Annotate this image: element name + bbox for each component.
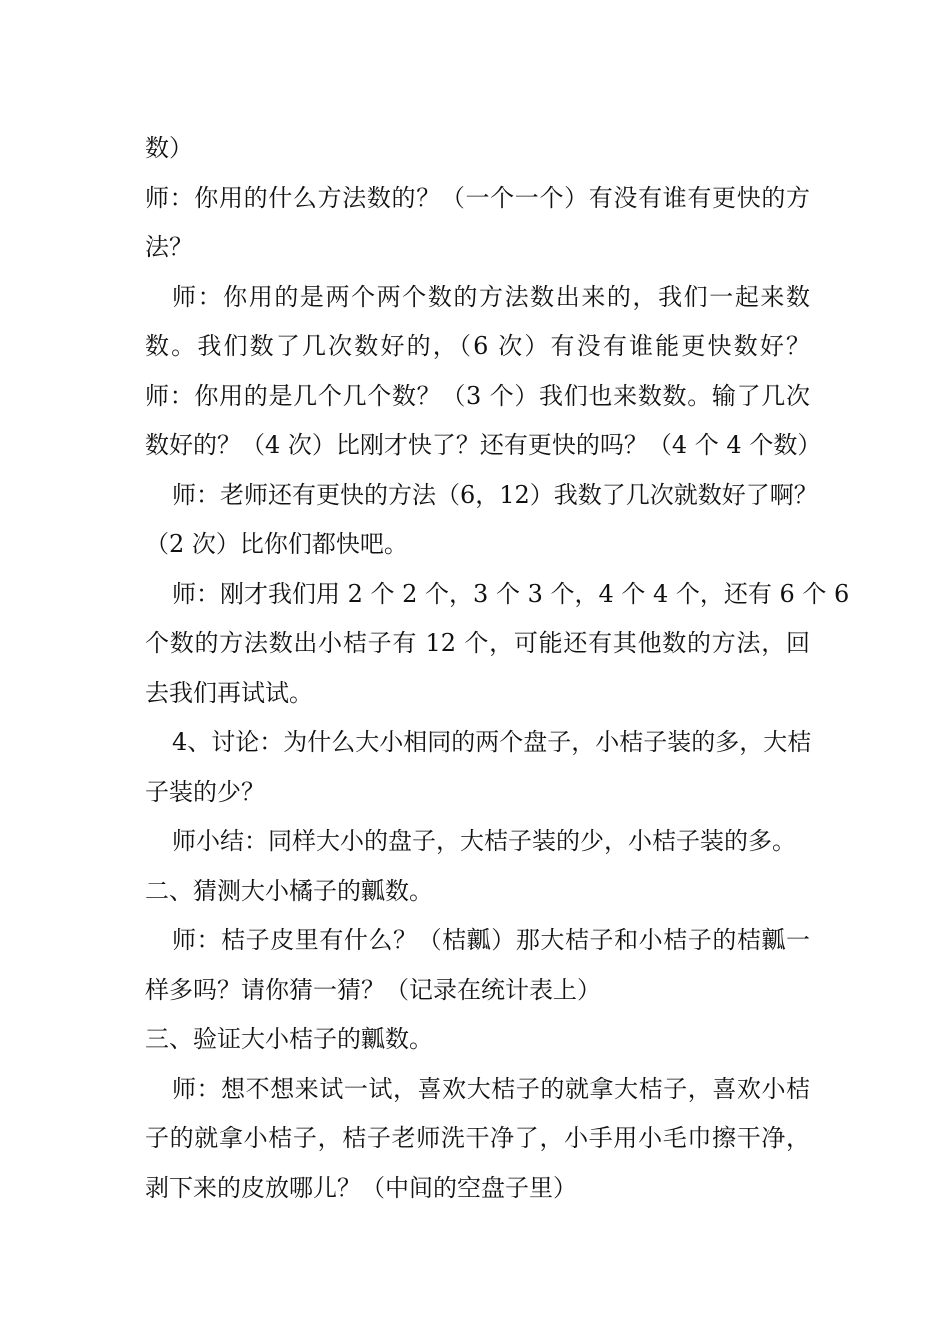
text-line: 数）: [145, 134, 193, 162]
section-heading: 二、猜测大小橘子的瓤数。: [145, 876, 433, 905]
text-line: 师：你用的什么方法数的？（一个一个）有没有谁有更快的方: [145, 183, 810, 212]
text-line: 师：你用的是几个几个数？（3 个）我们也来数数。输了几次: [145, 381, 810, 410]
text-line: 4、讨论：为什么大小相同的两个盘子，小桔子装的多，大桔: [172, 728, 812, 756]
text-line: 去我们再试试。: [145, 678, 313, 707]
text-line: 师：你用的是两个两个数的方法数出来的，我们一起来数: [172, 282, 810, 311]
text-line: 样多吗？请你猜一猜？（记录在统计表上）: [145, 975, 601, 1004]
text-line: （2 次）比你们都快吧。: [145, 530, 408, 558]
text-line: 师：老师还有更快的方法（6，12）我数了几次就数好了啊？: [172, 480, 818, 509]
text-line: 剥下来的皮放哪儿？（中间的空盘子里）: [145, 1173, 577, 1202]
lesson-text: [145, 124, 850, 1213]
text-line: 子装的少？: [145, 777, 265, 806]
text-line: 个数的方法数出小桔子有 12 个，可能还有其他数的方法，回: [145, 629, 810, 657]
text-line: 师：想不想来试一试，喜欢大桔子的就拿大桔子，喜欢小桔: [172, 1074, 810, 1103]
text-line: 师：桔子皮里有什么？（桔瓤）那大桔子和小桔子的桔瓤一: [172, 926, 810, 954]
text-line: 数。我们数了几次数好的，（6 次）有没有谁能更快数好？: [145, 332, 810, 360]
text-line: 法？: [145, 233, 193, 261]
text-line: 师小结：同样大小的盘子，大桔子装的少，小桔子装的多。: [172, 827, 796, 855]
text-line: 师：刚才我们用 2 个 2 个，3 个 3 个，4 个 4 个，还有 6 个 6: [172, 579, 850, 608]
section-heading: 三、验证大小桔子的瓤数。: [145, 1025, 433, 1053]
text-line: 数好的？（4 次）比刚才快了？还有更快的吗？（4 个 4 个数）: [145, 431, 822, 459]
text-line: 子的就拿小桔子，桔子老师洗干净了，小手用小毛巾擦干净，: [145, 1124, 810, 1152]
